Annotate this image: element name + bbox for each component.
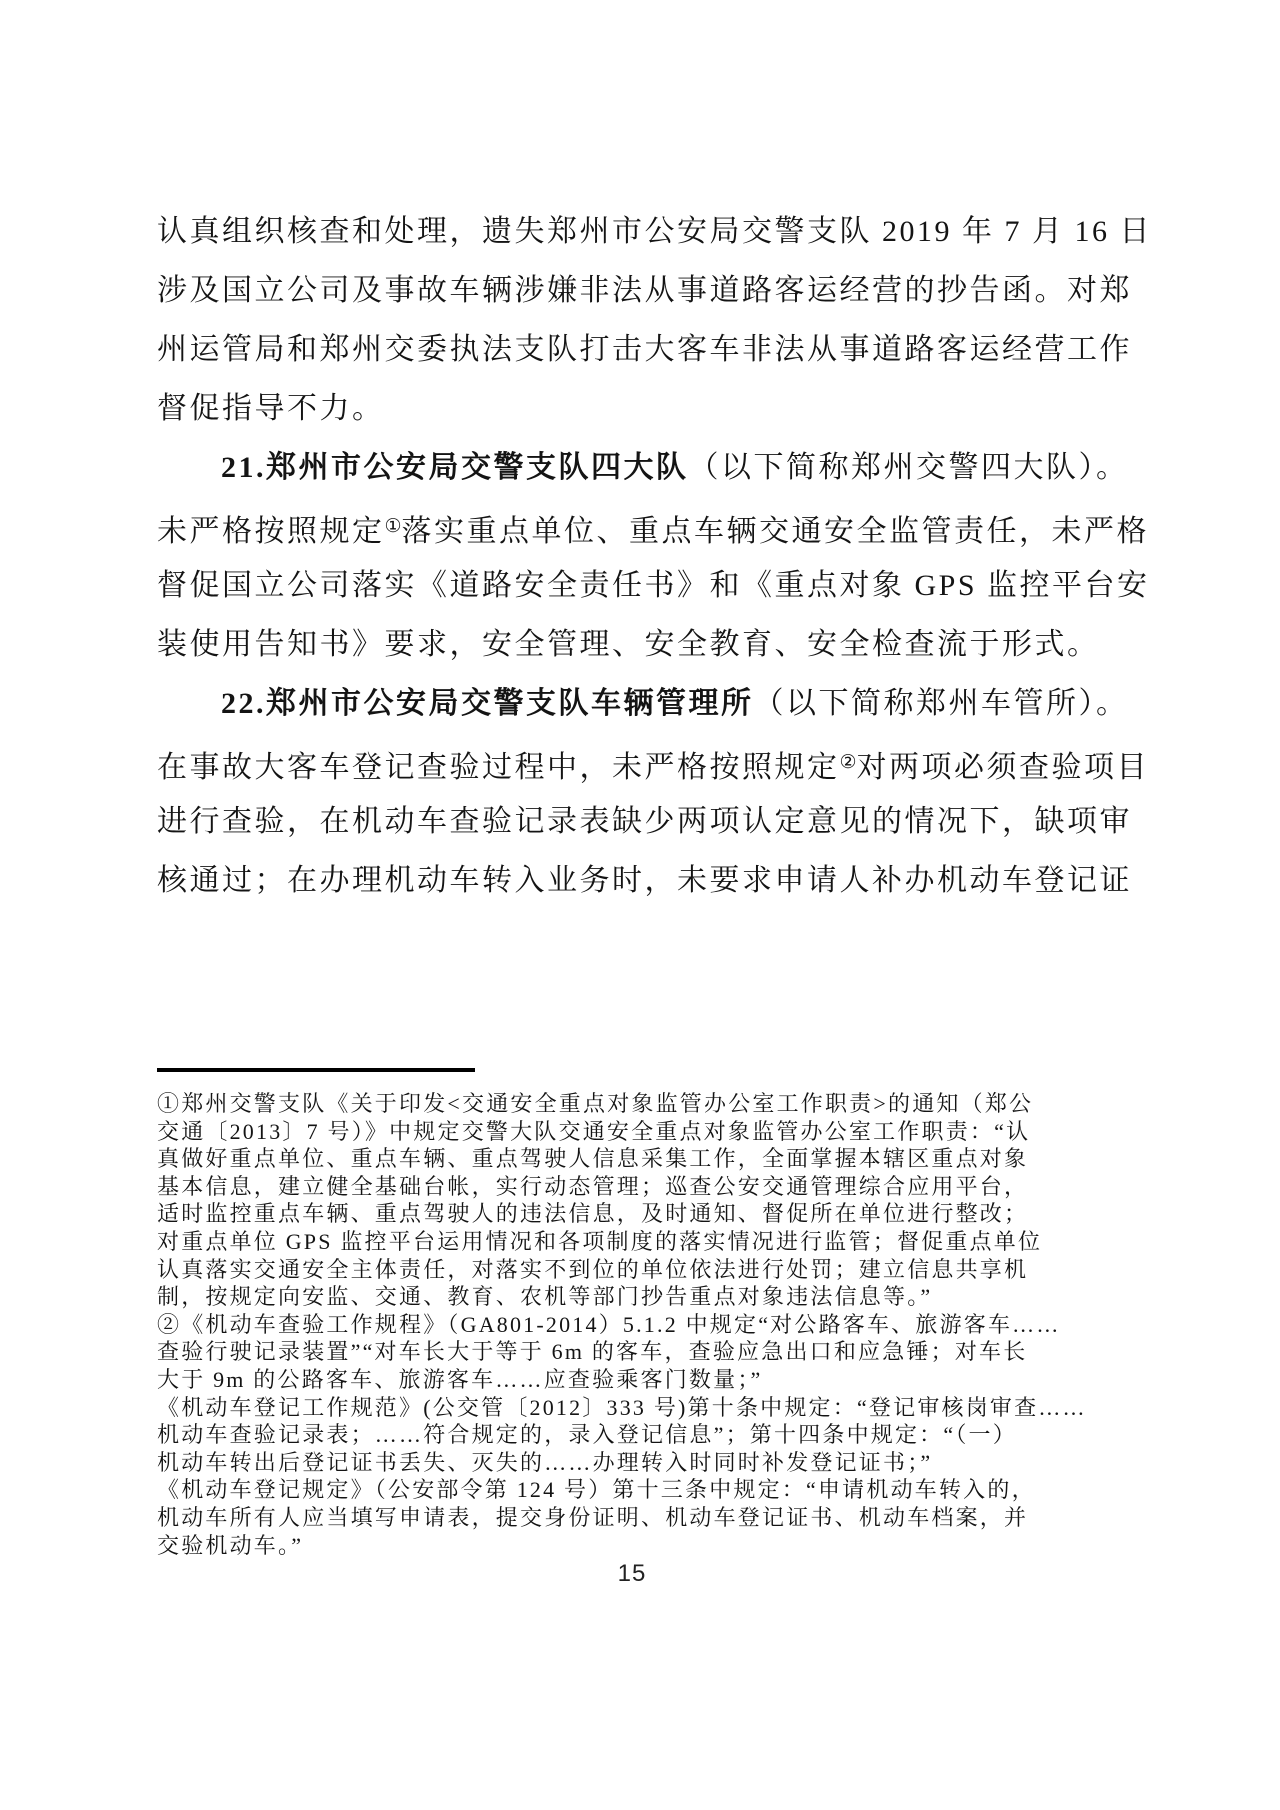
- text-segment: ①郑州交警支队《关于印发<交通安全重点对象监管办公室工作职责>的通知（郑公: [157, 1091, 1034, 1116]
- text-line: [157, 674, 1129, 733]
- text-segment: 州运管局和郑州交委执法支队打击大客车非法从事道路客运经营工作: [157, 333, 1132, 366]
- text-line: [157, 320, 1132, 379]
- text-segment: 认真组织核查和处理，遗失郑州市公安局交警支队 2019 年 7 月 16 日: [157, 215, 1152, 248]
- text-line: [157, 1228, 1122, 1256]
- text-line: [157, 1090, 1122, 1118]
- text-line: [157, 615, 1117, 674]
- text-segment: 真做好重点单位、重点车辆、重点驾驶人信息采集工作，全面掌握本辖区重点对象: [157, 1146, 1029, 1172]
- text-line: [157, 1504, 1122, 1532]
- text-line: [157, 1476, 1122, 1504]
- text-segment: （以下简称郑州车管所）。: [753, 687, 1129, 720]
- text-segment: 机动车转出后登记证书丢失、灭失的……办理转入时同时补发登记证书；”: [157, 1449, 933, 1475]
- body-text: [157, 202, 1152, 910]
- text-segment: 大于 9m 的公路客车、旅游客车……应查验乘客门数量；”: [157, 1366, 763, 1392]
- text-segment: 制，按规定向安监、交通、教育、农机等部门抄告重点对象违法信息等。”: [157, 1284, 933, 1310]
- text-line: [157, 1338, 1122, 1366]
- page-number: 15: [617, 1560, 647, 1587]
- text-segment: 装使用告知书》要求，安全管理、安全教育、安全检查流于形式。: [157, 628, 1100, 661]
- footnote-separator: [157, 1068, 475, 1072]
- text-segment: 适时监控重点车辆、重点驾驶人的违法信息，及时通知、督促所在单位进行整改；: [157, 1201, 1029, 1227]
- text-line: [157, 1145, 1122, 1173]
- text-line: [157, 261, 1132, 320]
- text-segment: 交通〔2013〕7 号）》中规定交警大队交通安全重点对象监管办公室工作职责：“认: [157, 1118, 1031, 1144]
- text-segment: 交验机动车。”: [157, 1532, 304, 1558]
- text-line: [157, 1173, 1122, 1201]
- text-line: [157, 202, 1152, 261]
- text-segment: 《机动车登记工作规范》(公交管〔2012〕333 号)第十条中规定：“登记审核岗审查……: [157, 1394, 1087, 1420]
- text-segment: 查验行驶记录装置”“对车长大于等于 6m 的客车，查验应急出口和应急锤；对车长: [157, 1339, 1028, 1365]
- text-line: [157, 1421, 1122, 1449]
- text-line: [157, 1118, 1122, 1146]
- text-line: [157, 851, 1132, 910]
- text-segment: 机动车所有人应当填写申请表，提交身份证明、机动车登记证书、机动车档案，并: [157, 1504, 1029, 1530]
- text-segment: 进行查验，在机动车查验记录表缺少两项认定意见的情况下，缺项审: [157, 805, 1132, 838]
- text-line: [157, 1366, 1122, 1394]
- text-line: [157, 1256, 1122, 1284]
- text-line: [157, 1532, 1122, 1560]
- text-segment: 基本信息，建立健全基础台帐，实行动态管理；巡查公安交通管理综合应用平台，: [157, 1173, 1029, 1199]
- text-line: [157, 1200, 1122, 1228]
- text-line: [157, 1449, 1122, 1477]
- text-segment: 核通过；在办理机动车转入业务时，未要求申请人补办机动车登记证: [157, 864, 1132, 897]
- text-line: [157, 379, 1117, 438]
- footnote-ref-mark: ②: [839, 752, 857, 773]
- text-line: [157, 438, 1129, 497]
- text-line: [157, 1394, 1122, 1422]
- text-segment: 机动车查验记录表；……符合规定的，录入登记信息”；第十四条中规定：“（一）: [157, 1422, 1017, 1448]
- text-segment: 对重点单位 GPS 监控平台运用情况和各项制度的落实情况进行监管；督促重点单位: [157, 1228, 1043, 1254]
- text-segment: 未严格按照规定: [157, 515, 385, 548]
- text-segment: 督促指导不力。: [157, 392, 385, 425]
- text-line: [157, 1311, 1122, 1339]
- text-segment: 22.郑州市公安局交警支队车辆管理所: [221, 687, 754, 720]
- text-line: [157, 733, 1150, 792]
- text-segment: 在事故大客车登记查验过程中，未严格按照规定: [157, 751, 840, 784]
- text-line: [157, 792, 1132, 851]
- text-segment: （以下简称郑州交警四大队）。: [688, 451, 1129, 484]
- text-segment: 21.郑州市公安局交警支队四大队: [221, 451, 689, 484]
- text-segment: ②《机动车查验工作规程》（GA801-2014）5.1.2 中规定“对公路客车、旅游客车……: [157, 1311, 1061, 1337]
- text-line: [157, 497, 1150, 556]
- text-segment: 督促国立公司落实《道路安全责任书》和《重点对象 GPS 监控平台安: [157, 569, 1150, 602]
- text-line: [157, 556, 1150, 615]
- text-line: [157, 1283, 1122, 1311]
- text-segment: 认真落实交通安全主体责任，对落实不到位的单位依法进行处罚；建立信息共享机: [157, 1256, 1029, 1282]
- text-segment: 对两项必须查验项目: [856, 751, 1150, 784]
- footnote-ref-mark: ①: [384, 516, 402, 537]
- text-segment: 《机动车登记规定》（公安部令第 124 号）第十三条中规定：“申请机动车转入的，: [157, 1477, 1036, 1503]
- footnotes: [157, 1090, 1122, 1559]
- text-segment: 落实重点单位、重点车辆交通安全监管责任，未严格: [401, 515, 1150, 548]
- text-segment: 涉及国立公司及事故车辆涉嫌非法从事道路客运经营的抄告函。对郑: [157, 274, 1132, 307]
